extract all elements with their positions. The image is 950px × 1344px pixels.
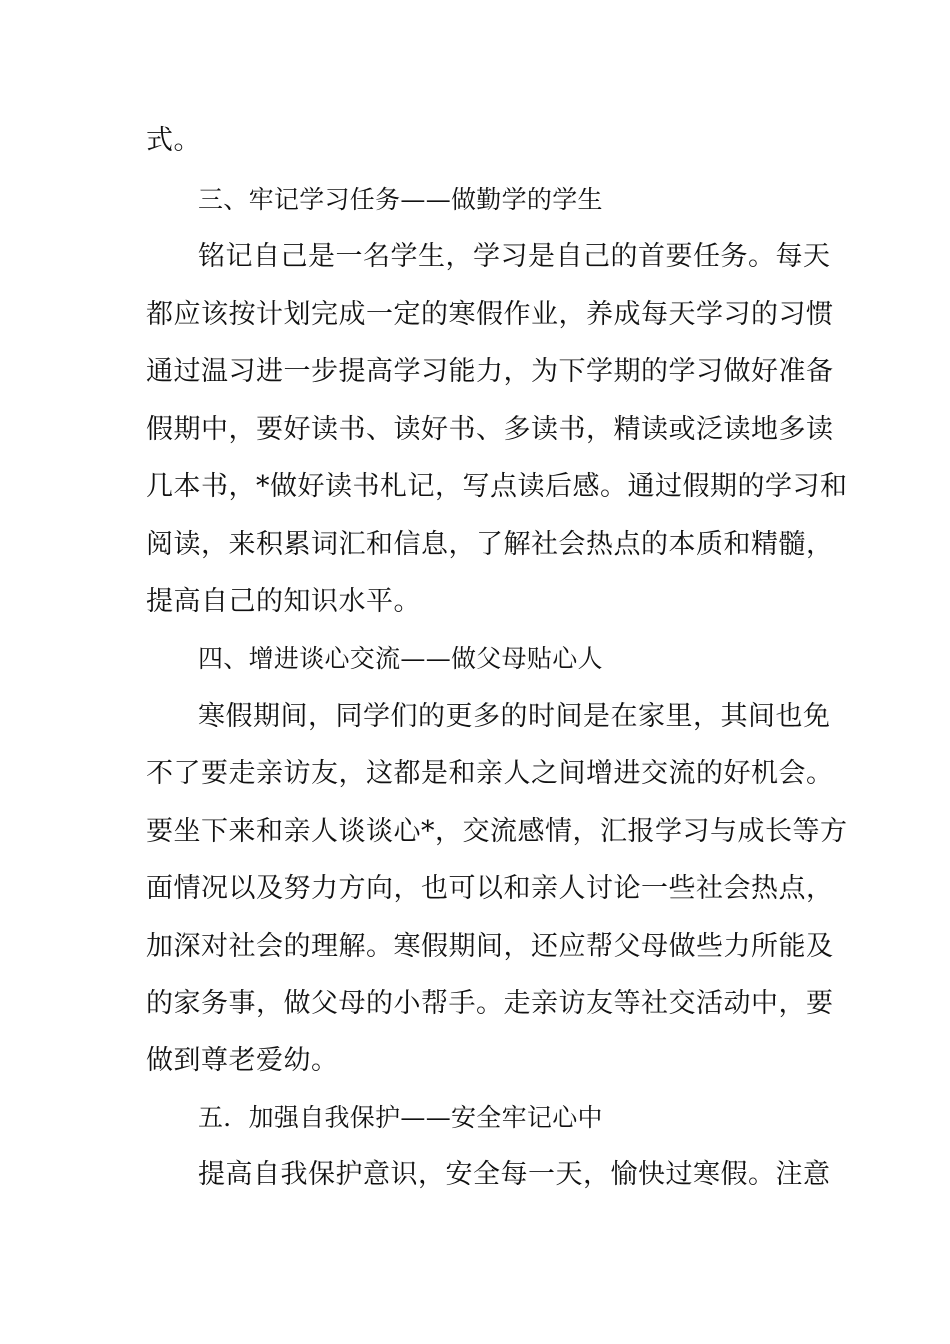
- section-heading-5: 五．加强自我保护——安全牢记心中: [198, 1103, 603, 1132]
- paragraph-line: 提高自我保护意识，安全每一天，愉快过寒假。注意: [198, 1159, 831, 1190]
- paragraph-line: 都应该按计划完成一定的寒假作业，养成每天学习的习惯: [146, 299, 834, 330]
- paragraph-line: 的家务事，做父母的小帮手。走亲访友等社交活动中，要: [146, 988, 834, 1019]
- paragraph-line: 铭记自己是一名学生，学习是自己的首要任务。每天: [198, 241, 831, 272]
- paragraph-line: 做到尊老爱幼。: [146, 1045, 339, 1076]
- paragraph-line: 提高自己的知识水平。: [146, 586, 421, 617]
- paragraph-line: 面情况以及努力方向，也可以和亲人讨论一些社会热点，: [146, 873, 834, 904]
- section-heading-4: 四、增进谈心交流——做父母贴心人: [198, 644, 603, 673]
- paragraph-line: 寒假期间，同学们的更多的时间是在家里，其间也免: [198, 701, 831, 732]
- paragraph-line: 阅读，来积累词汇和信息，了解社会热点的本质和精髓，: [146, 529, 834, 560]
- paragraph-line: 通过温习进一步提高学习能力，为下学期的学习做好准备: [146, 356, 834, 387]
- paragraph-line: 加深对社会的理解。寒假期间，还应帮父母做些力所能及: [146, 931, 834, 962]
- paragraph-line: 要坐下来和亲人谈谈心*，交流感情，汇报学习与成长等方: [146, 816, 848, 847]
- paragraph-line: 假期中，要好读书、读好书、多读书，精读或泛读地多读: [146, 414, 834, 445]
- section-heading-3: 三、牢记学习任务——做勤学的学生: [198, 185, 603, 214]
- paragraph-line: 式。: [146, 125, 201, 156]
- paragraph-line: 几本书，*做好读书札记，写点读后感。通过假期的学习和: [146, 471, 848, 502]
- paragraph-line: 不了要走亲访友，这都是和亲人之间增进交流的好机会。: [146, 758, 834, 789]
